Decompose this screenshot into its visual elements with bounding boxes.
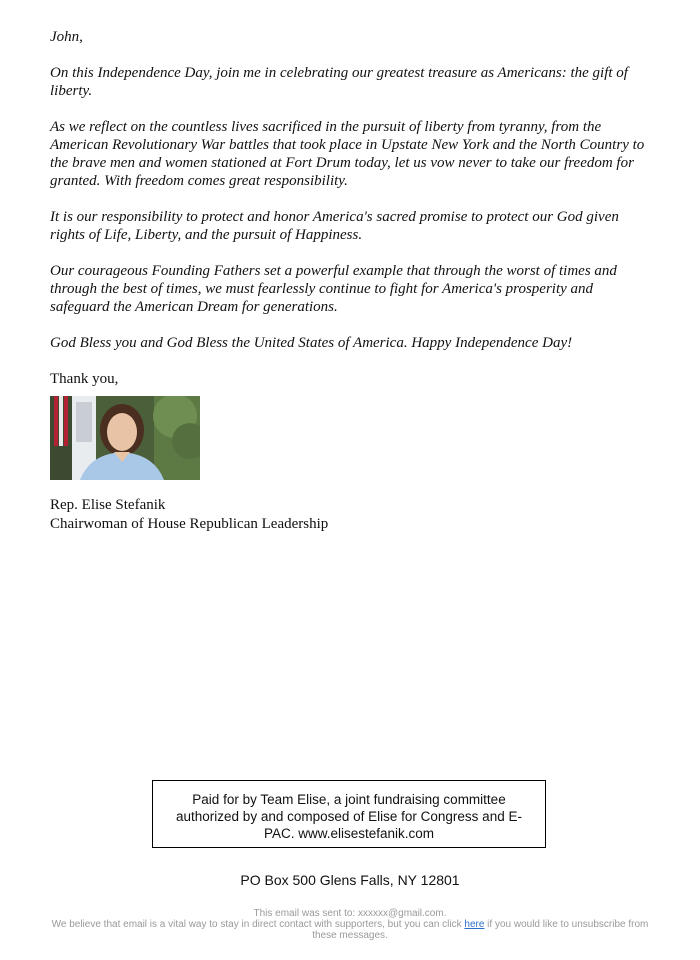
unsubscribe-link[interactable]: here — [464, 919, 485, 930]
unsubscribe-text-after: if you would like to unsubscribe from these messages. — [312, 919, 649, 941]
paragraph-3: It is our responsibility to protect and honor America's sacred promise to protect our God given rights of Life, Liberty, and the pursuit of Happiness. — [50, 209, 619, 243]
letter-body — [50, 28, 650, 534]
paragraph-1: On this Independence Day, join me in celebrating our greatest treasure as Americans: the gift of liberty. — [50, 65, 628, 99]
unsubscribe-text-before: We believe that email is a vital way to stay in direct contact with supporters, but you can click — [51, 919, 465, 930]
greeting: John, — [50, 29, 83, 45]
closing: Thank you, — [50, 371, 119, 387]
signature-name: Rep. Elise Stefanik — [50, 497, 166, 513]
signature-title: Chairwoman of House Republican Leadership — [50, 516, 329, 532]
portrait-photo — [50, 396, 200, 480]
email-footer — [40, 908, 660, 941]
paragraph-2: As we reflect on the countless lives sacrificed in the pursuit of liberty from tyranny, from the American Revolutionary War battles that took place in Upstate New York and the North Country to the brave men and women stationed at Fort Drum today, let us vow never to take our freedom for granted. With freedom comes great responsibility. — [50, 119, 645, 189]
unsubscribe-notice — [40, 919, 660, 941]
paid-for-disclaimer: Paid for by Team Elise, a joint fundraising committee authorized by and composed of Elise for Congress and E-PAC. www.elisestefanik.com — [152, 780, 546, 848]
paragraph-5: God Bless you and God Bless the United States of America. Happy Independence Day! — [50, 335, 573, 351]
paragraph-4: Our courageous Founding Fathers set a powerful example that through the worst of times and through the best of times, we must fearlessly continue to fight for America's prosperity and safeguard the American Dream for generations. — [50, 263, 617, 315]
sent-to-notice: This email was sent to: xxxxxx@gmail.com. — [253, 908, 447, 919]
mailing-address: PO Box 500 Glens Falls, NY 12801 — [240, 872, 460, 888]
